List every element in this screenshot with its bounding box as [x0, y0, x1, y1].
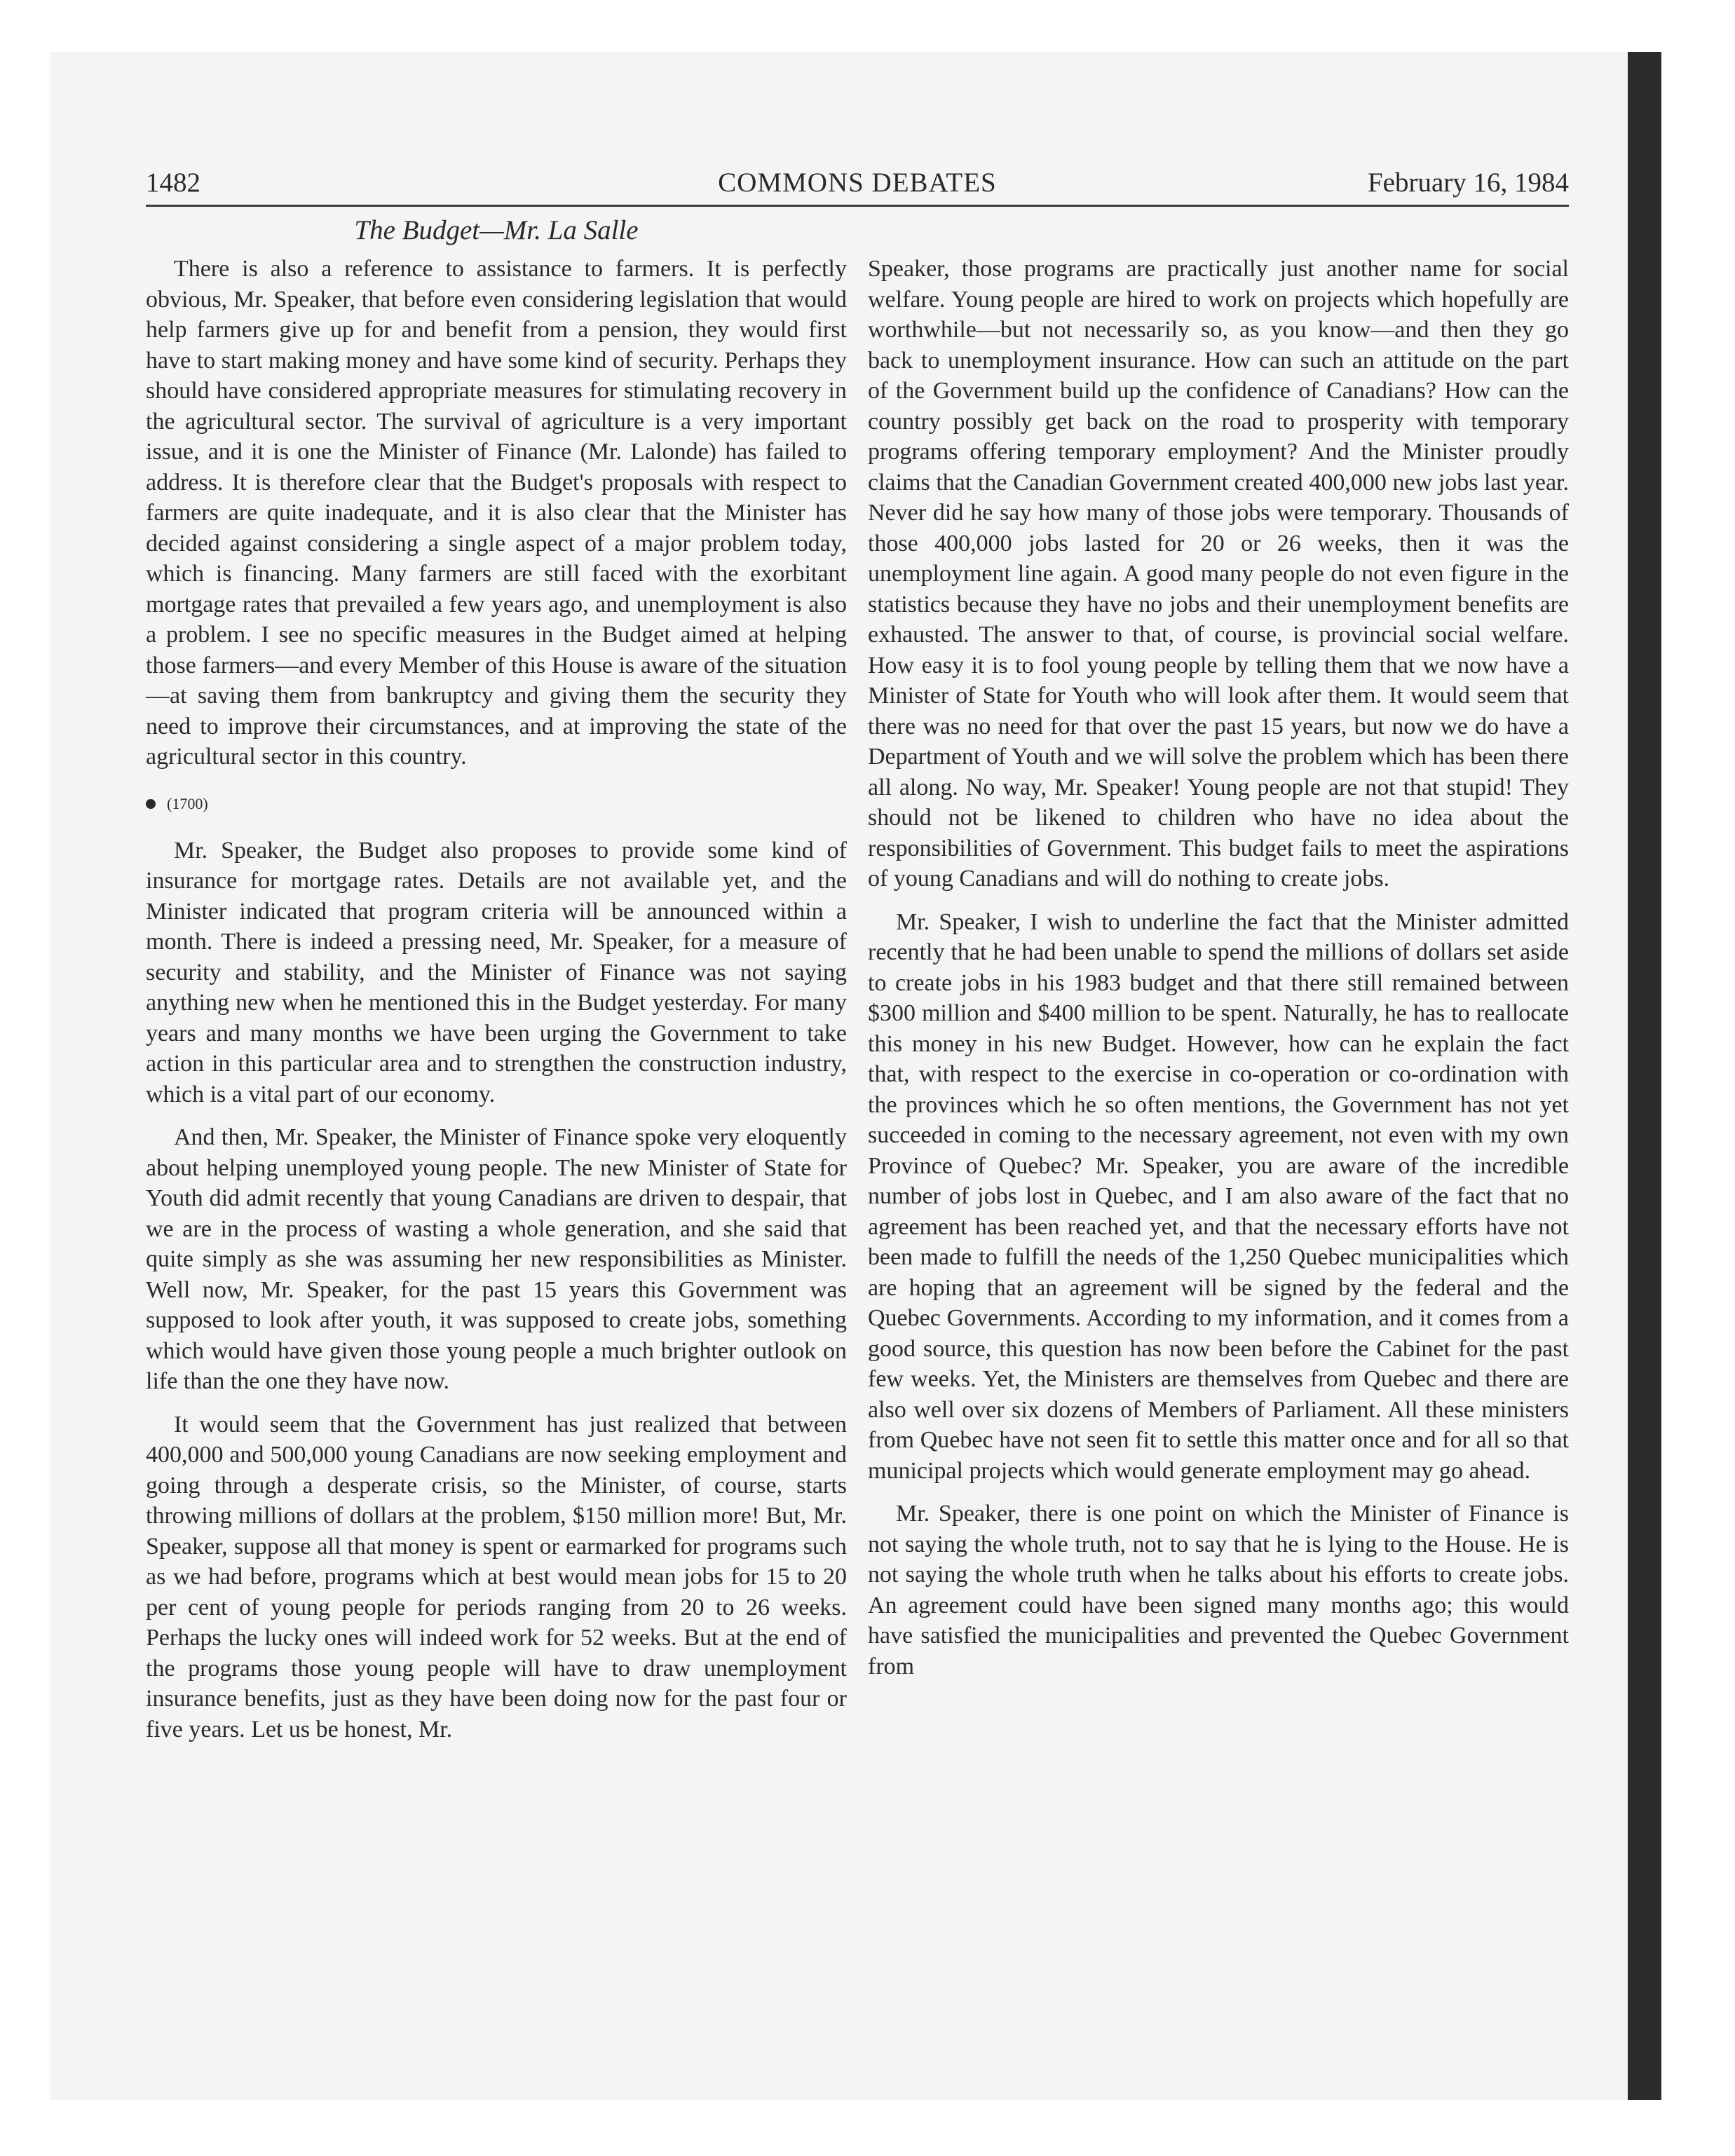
paragraph: Mr. Speaker, the Budget also proposes to provide some kind of insurance for mortgage rates. Details are not available yet, and the Minister indicated that program criteria will be announced within a month. There is indeed a pressing need, Mr. Speaker, for a measure of security and stability, and the Minister of Finance was not saying anything new when he mentioned this in the Budget yesterday. For many years and many months we have been urging the Government to take action in this particular area and to strengthen the construction industry, which is a vital part of our economy. [146, 837, 847, 1107]
time-marker-label: (1700) [167, 794, 208, 812]
paragraph: It would seem that the Government has just realized that between 400,000 and 500,000 young Canadians are now seeking employment and going through a desperate crisis, so the Minister, of course, starts throwing millions of dollars at the problem, $150 million more! But, Mr. Speaker, suppose all that money is spent or earmarked for programs such as we had before, programs which at best would mean jobs for 15 to 20 per cent of young people for periods ranging from 20 to 26 weeks. Perhaps the lucky ones will indeed work for 52 weeks. But at the end of the programs those young people will have to draw unemployment insurance benefits, just as they have been doing now for the past four or five years. Let us be honest, Mr. [146, 1411, 847, 1742]
section-title: The Budget—Mr. La Salle [354, 215, 639, 245]
running-head [146, 165, 1569, 207]
paragraph: Mr. Speaker, I wish to underline the fact that the Minister admitted recently that he had been unable to spend the millions of dollars set aside to create jobs in his 1983 budget and that there still remained between $300 million and $400 million to be spent. Naturally, he has to reallocate this money in his new Budget. However, how can he explain the fact that, with respect to the exercise in co-operation or co-ordination with the provinces which he so often mentions, the Government has not yet succeeded in coming to the necessary agreement, not even with my own Province of Quebec? Mr. Speaker, you are aware of the incredible number of jobs lost in Quebec, and I am also aware of the fact that no agreement has been reached yet, and that the necessary efforts have not been made to fulfill the needs of the 1,250 Quebec municipalities which are hoping that an agreement will be signed by the federal and the Quebec Governments. According to my information, and it comes from a good source, this question has now been before the Cabinet for the past few weeks. Yet, the Ministers are themselves from Quebec and there are also well over six dozens of Members of Parliament. All these ministers from Quebec have not seen fit to settle this matter once and for all so that municipal projects which would generate employment may go ahead. [868, 908, 1569, 1484]
right-column [868, 254, 1569, 1681]
publication-title: COMMONS DEBATES [718, 168, 997, 198]
time-marker [146, 793, 847, 814]
paragraph: There is also a reference to assistance to farmers. It is perfectly obvious, Mr. Speaker, that before even considering legislation that would help farmers give up for and benefit from a pension, they would first have to start making money and have some kind of security. Perhaps they should have considered appropriate measures for stimulating recovery in the agricultural sector. The survival of agriculture is a very important issue, and it is one the Minister of Finance (Mr. Lalonde) has failed to address. It is therefore clear that the Budget's proposals with respect to farmers are quite inadequate, and it is also clear that the Minister has decided against considering a single aspect of a major problem today, which is financing. Many farmers are still faced with the exorbitant mortgage rates that prevailed a few years ago, and unemployment is also a problem. I see no specific measures in the Budget aimed at helping those farmers—and every Member of this House is aware of the situation—at saving them from bankruptcy and giving them the security they need to improve their circumstances, and at improving the state of the agricultural sector in this country. [146, 256, 847, 770]
left-column [146, 254, 847, 1745]
page-number: 1482 [146, 168, 200, 198]
paragraph: Mr. Speaker, there is one point on which the Minister of Finance is not saying the whole truth, not to say that he is lying to the House. He is not saying the whole truth when he talks about his efforts to create jobs. An agreement could have been signed many months ago; this would have satisfied the municipalities and prevented the Quebec Government from [868, 1501, 1569, 1679]
paragraph: And then, Mr. Speaker, the Minister of Finance spoke very eloquently about helping unemployed young people. The new Minister of State for Youth did admit recently that young Canadians are driven to despair, that we are in the process of wasting a whole generation, and she said that quite simply as she was assuming her new responsibilities as Minister. Well now, Mr. Speaker, for the past 15 years this Government was supposed to look after youth, it was supposed to create jobs, something which would have given those young people a much brighter outlook on life than the one they have now. [146, 1124, 847, 1394]
binding-edge [1628, 52, 1661, 2100]
page-date: February 16, 1984 [1367, 168, 1569, 198]
bullet-icon [146, 799, 156, 809]
continued-paragraph: Speaker, those programs are practically just another name for social welfare. Young people are hired to work on projects which hopefully are worthwhile—but not necessarily so, as you know—and then they go back to unemployment insurance. How can such an attitude on the part of the Government build up the confidence of Canadians? How can the country possibly get back on the road to prosperity with temporary programs offering temporary employment? And the Minister proudly claims that the Canadian Government created 400,000 new jobs last year. Never did he say how many of those jobs were temporary. Thousands of those 400,000 jobs lasted for 20 or 26 weeks, then it was the unemployment line again. A good many people do not even figure in the statistics because they have no jobs and their unemployment benefits are exhausted. The answer to that, of course, is provincial social welfare. How easy it is to fool young people by telling them that we now have a Minister of State for Youth who will look after them. It would seem that there was no need for that over the past 15 years, but now we do have a Department of Youth and we will solve the problem which has been there all along. No way, Mr. Speaker! Young people are not that stupid! They should not be likened to children who have no idea about the responsibilities of Government. This budget fails to meet the aspirations of young Canadians and will do nothing to create jobs. [868, 256, 1569, 892]
